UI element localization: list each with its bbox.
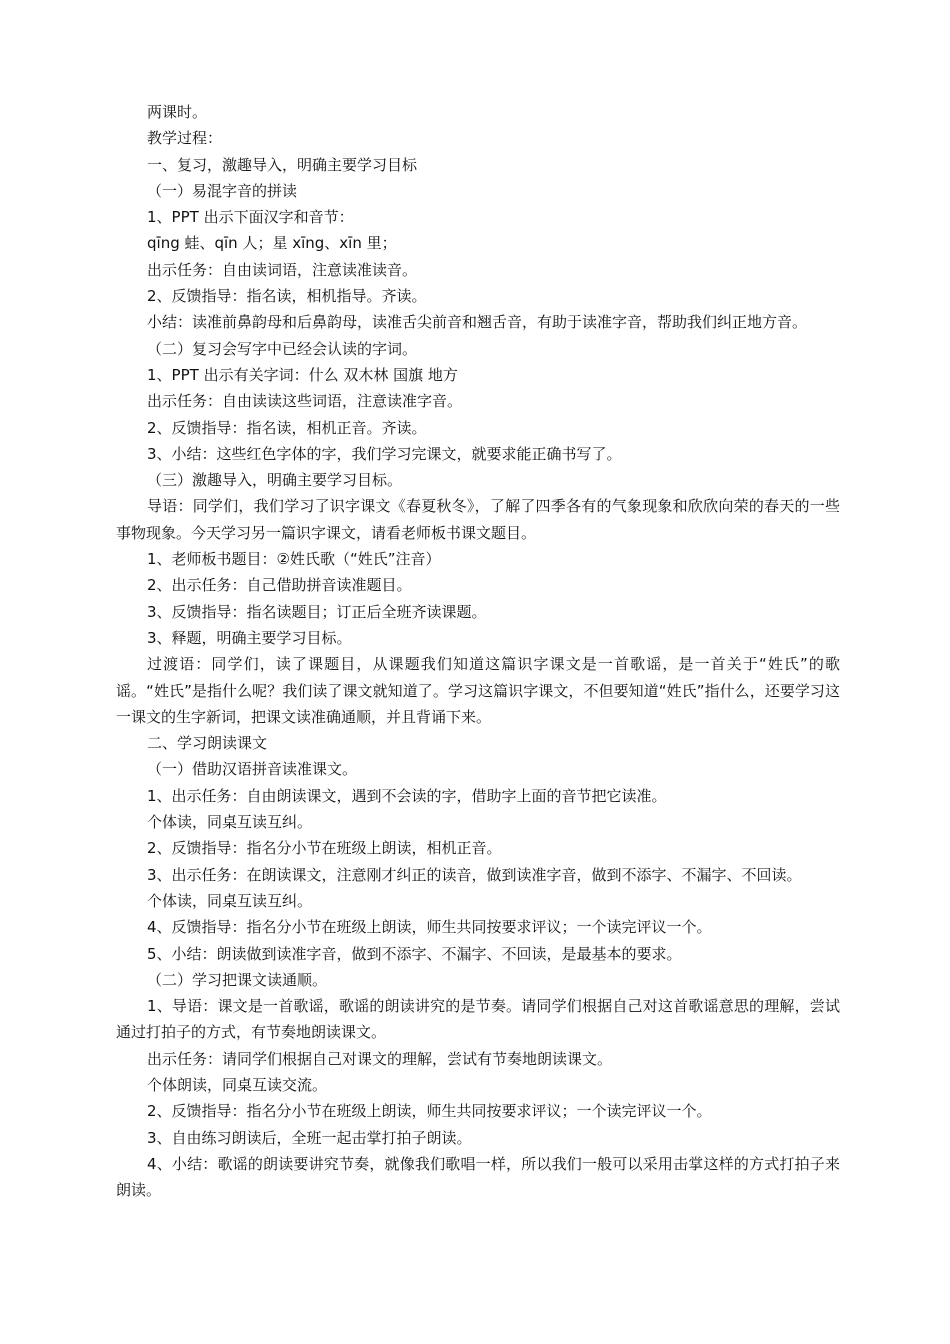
paragraph: 个体读，同桌互读互纠。 (147, 891, 313, 910)
subsection-heading: （二）学习把课文读通顺。 (147, 970, 328, 989)
paragraph: 1、出示任务：自由朗读课文，遇到不会读的字，借助字上面的音节把它读准。 (147, 786, 667, 805)
paragraph: 5、小结：朗读做到读准字音，做到不添字、不漏字、不回读，是最基本的要求。 (147, 944, 682, 963)
paragraph: 2、反馈指导：指名读，相机指导。齐读。 (147, 287, 427, 306)
paragraph: 3、小结：这些红色字体的字，我们学习完课文，就要求能正确书写了。 (147, 444, 622, 463)
subsection-heading: （一）借助汉语拼音读准课文。 (147, 760, 358, 779)
subsection-heading: （三）激趣导入，明确主要学习目标。 (147, 471, 403, 490)
paragraph: 教学过程： (147, 129, 223, 148)
paragraph: qīng 蛙、qīn 人；星 xīng、xīn 里； (147, 234, 397, 253)
paragraph: 两课时。 (147, 103, 208, 121)
paragraph: 导语：同学们，我们学习了识字课文《春夏秋冬》，了解了四季各有的气象现象和欣欣向荣的春天的一些事物现象。今天学习另一篇识字课文，请看老师板书课文题目。 (116, 497, 840, 542)
section-heading: 二、学习朗读课文 (147, 734, 268, 753)
paragraph: 4、反馈指导：指名分小节在班级上朗读，师生共同按要求评议；一个读完评议一个。 (147, 918, 712, 937)
paragraph: 2、出示任务：自己借助拼音读准题目。 (147, 576, 412, 595)
paragraph: 1、PPT 出示下面汉字和音节： (147, 208, 354, 227)
paragraph: 2、反馈指导：指名分小节在班级上朗读，相机正音。 (147, 839, 502, 858)
paragraph: 出示任务：请同学们根据自己对课文的理解，尝试有节奏地朗读课文。 (147, 1049, 613, 1068)
paragraph: 3、反馈指导：指名读题目；订正后全班齐读课题。 (147, 602, 487, 621)
paragraph: 1、导语：课文是一首歌谣，歌谣的朗读讲究的是节奏。请同学们根据自己对这首歌谣意思的理解，尝试通过打拍子的方式，有节奏地朗读课文。 (116, 997, 840, 1042)
paragraph: 出示任务：自由读读这些词语，注意读准字音。 (147, 392, 463, 411)
paragraph: 个体读，同桌互读互纠。 (147, 813, 313, 832)
subsection-heading: （一）易混字音的拼读 (147, 181, 298, 200)
paragraph: 4、小结：歌谣的朗读要讲究节奏，就像我们歌唱一样，所以我们一般可以采用击掌这样的方式打拍子来朗读。 (116, 1154, 840, 1200)
section-heading: 一、复习，激趣导入，明确主要学习目标 (147, 155, 418, 174)
paragraph: 过渡语：同学们，读了课题目，从课题我们知道这篇识字课文是一首歌谣，是一首关于“姓氏”的歌谣。“姓氏”是指什么呢？我们读了课文就知道了。学习这篇识字课文，不但要知道“姓氏”指什么，还要学习这一课文的生字新词，把课文读准确通顺，并且背诵下来。 (116, 655, 840, 726)
paragraph: 3、出示任务：在朗读课文，注意刚才纠正的读音，做到读准字音，做到不添字、不漏字、不回读。 (147, 865, 802, 884)
paragraph: 2、反馈指导：指名分小节在班级上朗读，师生共同按要求评议；一个读完评议一个。 (147, 1102, 712, 1121)
subsection-heading: （二）复习会写字中已经会认读的字词。 (147, 339, 418, 358)
paragraph: 小结：读准前鼻韵母和后鼻韵母，读准舌尖前音和翘舌音，有助于读准字音，帮助我们纠正地方音。 (147, 313, 808, 332)
paragraph: 1、PPT 出示有关字词：什么 双木林 国旗 地方 (147, 365, 458, 384)
paragraph: 3、自由练习朗读后，全班一起击掌打拍子朗读。 (147, 1128, 472, 1147)
paragraph: 个体朗读，同桌互读交流。 (147, 1075, 328, 1094)
paragraph: 出示任务：自由读词语，注意读准读音。 (147, 260, 418, 279)
paragraph: 2、反馈指导：指名读，相机正音。齐读。 (147, 418, 427, 437)
document-body (116, 99, 840, 1203)
paragraph: 1、老师板书题目：②姓氏歌（“姓氏”注音） (147, 550, 441, 569)
paragraph: 3、释题，明确主要学习目标。 (147, 628, 352, 647)
